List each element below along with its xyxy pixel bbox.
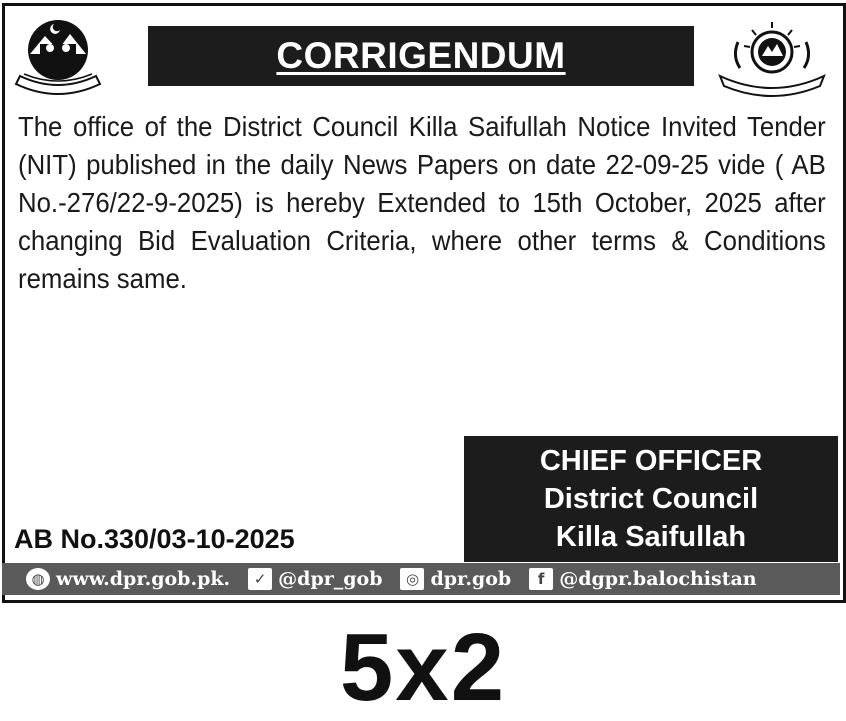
footer-facebook[interactable] <box>529 568 756 590</box>
footer-instagram[interactable] <box>400 568 511 590</box>
signatory-title: CHIEF OFFICER <box>539 445 763 477</box>
globe-icon: ◍ <box>26 568 50 590</box>
notice-body: The office of the District Council Killa Saifullah Notice Invited Tender (NIT) published in the daily News Papers on date 22-09-25 vide ( AB No.-276/22-9-2025) is hereby Extended to 15th October, 2025 after changing Bid Evaluation Criteria, where other terms & Conditions remains same. <box>18 111 826 294</box>
footer-twitter[interactable] <box>248 568 382 590</box>
footer-website[interactable] <box>26 568 230 590</box>
instagram-handle[interactable]: dpr.gob <box>430 568 512 590</box>
dgpr-emblem-icon <box>712 16 832 98</box>
twitter-handle[interactable]: @dpr_gob <box>278 568 383 590</box>
footer-bar <box>2 563 840 595</box>
facebook-handle[interactable]: @dgpr.balochistan <box>559 568 757 590</box>
ad-size-label: 5x2 <box>339 614 507 721</box>
signatory-office: District Council <box>543 483 759 515</box>
website-link[interactable]: www.dpr.gob.pk. <box>56 568 231 590</box>
balochistan-emblem-icon <box>10 14 106 100</box>
instagram-icon: ◎ <box>400 568 424 590</box>
signatory-location: Killa Saifullah <box>555 521 747 553</box>
ab-number: AB No.330/03-10-2025 <box>14 524 295 554</box>
title-bar <box>148 26 694 86</box>
twitter-icon: ✓ <box>248 568 272 590</box>
facebook-icon: f <box>529 568 553 590</box>
notice-title: CORRIGENDUM <box>276 35 566 76</box>
signatory-block <box>464 436 838 562</box>
